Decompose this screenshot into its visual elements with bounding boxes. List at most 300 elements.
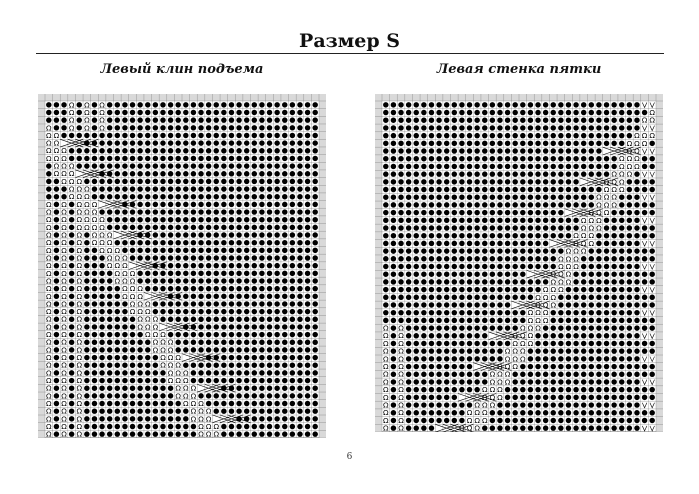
purl-dot: [69, 255, 74, 260]
purl-dot: [122, 156, 127, 161]
purl-dot: [107, 163, 112, 168]
omega-stitch: Ω: [84, 184, 90, 194]
purl-dot: [383, 187, 388, 192]
purl-dot: [297, 186, 302, 191]
purl-dot: [391, 418, 396, 423]
purl-dot: [520, 295, 525, 300]
purl-dot: [145, 278, 150, 283]
purl-dot: [406, 110, 411, 115]
purl-dot: [282, 278, 287, 283]
purl-dot: [490, 202, 495, 207]
purl-dot: [391, 187, 396, 192]
purl-dot: [122, 378, 127, 383]
purl-dot: [551, 164, 556, 169]
omega-stitch: Ω: [558, 277, 564, 287]
purl-dot: [244, 202, 249, 207]
purl-dot: [130, 102, 135, 107]
purl-dot: [137, 248, 142, 253]
purl-dot: [383, 148, 388, 153]
purl-dot: [229, 271, 234, 276]
purl-dot: [551, 202, 556, 207]
purl-dot: [236, 271, 241, 276]
purl-dot: [206, 324, 211, 329]
purl-dot: [627, 241, 632, 246]
purl-dot: [183, 286, 188, 291]
purl-dot: [214, 255, 219, 260]
purl-dot: [467, 179, 472, 184]
purl-dot: [474, 141, 479, 146]
purl-dot: [282, 370, 287, 375]
omega-stitch: Ω: [183, 376, 189, 386]
purl-dot: [290, 117, 295, 122]
purl-dot: [153, 271, 158, 276]
purl-dot: [297, 278, 302, 283]
purl-dot: [566, 364, 571, 369]
omega-stitch: Ω: [46, 414, 52, 424]
purl-dot: [274, 362, 279, 367]
purl-dot: [130, 370, 135, 375]
omega-stitch: Ω: [183, 391, 189, 401]
purl-dot: [512, 225, 517, 230]
omega-stitch: Ω: [580, 231, 587, 241]
purl-dot: [391, 364, 396, 369]
purl-dot: [282, 393, 287, 398]
purl-dot: [642, 179, 647, 184]
purl-dot: [611, 279, 616, 284]
omega-stitch: Ω: [167, 376, 174, 386]
purl-dot: [259, 248, 264, 253]
purl-dot: [290, 271, 295, 276]
purl-dot: [452, 256, 457, 261]
omega-stitch: Ω: [175, 360, 181, 370]
purl-dot: [619, 395, 624, 400]
purl-dot: [421, 171, 426, 176]
purl-dot: [551, 333, 556, 338]
omega-stitch: Ω: [481, 415, 488, 425]
purl-dot: [115, 163, 120, 168]
purl-dot: [436, 295, 441, 300]
purl-dot: [107, 347, 112, 352]
purl-dot: [175, 294, 180, 299]
purl-dot: [54, 271, 59, 276]
purl-dot: [573, 225, 578, 230]
purl-dot: [566, 218, 571, 223]
purl-dot: [436, 395, 441, 400]
purl-dot: [84, 301, 89, 306]
omega-stitch: Ω: [76, 215, 83, 225]
omega-stitch: Ω: [573, 261, 579, 271]
purl-dot: [206, 209, 211, 214]
purl-dot: [634, 110, 639, 115]
purl-dot: [267, 255, 272, 260]
omega-stitch: Ω: [61, 322, 67, 332]
purl-dot: [115, 102, 120, 107]
purl-dot: [459, 264, 464, 269]
purl-dot: [92, 194, 97, 199]
purl-dot: [84, 370, 89, 375]
omega-stitch: Ω: [53, 146, 60, 156]
purl-dot: [122, 194, 127, 199]
purl-dot: [107, 301, 112, 306]
purl-dot: [84, 255, 89, 260]
purl-dot: [84, 278, 89, 283]
omega-stitch: Ω: [46, 360, 52, 370]
omega-stitch: Ω: [76, 176, 83, 186]
purl-dot: [206, 255, 211, 260]
omega-stitch: Ω: [626, 169, 633, 179]
purl-dot: [528, 233, 533, 238]
purl-dot: [467, 156, 472, 161]
purl-dot: [383, 133, 388, 138]
purl-dot: [505, 187, 510, 192]
purl-dot: [107, 355, 112, 360]
purl-dot: [305, 340, 310, 345]
purl-dot: [436, 148, 441, 153]
purl-dot: [444, 218, 449, 223]
purl-dot: [589, 325, 594, 330]
purl-dot: [305, 393, 310, 398]
omega-stitch: Ω: [46, 284, 52, 294]
purl-dot: [282, 424, 287, 429]
purl-dot: [160, 102, 165, 107]
purl-dot: [236, 225, 241, 230]
purl-dot: [214, 225, 219, 230]
purl-dot: [236, 240, 241, 245]
omega-stitch: Ω: [76, 230, 83, 240]
omega-stitch: Ω: [91, 207, 98, 217]
knitting-chart-left: [38, 94, 326, 438]
purl-dot: [99, 416, 104, 421]
omega-stitch: Ω: [61, 284, 67, 294]
purl-dot: [206, 317, 211, 322]
purl-dot: [244, 133, 249, 138]
purl-dot: [183, 148, 188, 153]
omega-stitch: Ω: [618, 177, 625, 187]
purl-dot: [512, 171, 517, 176]
purl-dot: [535, 402, 540, 407]
purl-dot: [520, 218, 525, 223]
purl-dot: [236, 186, 241, 191]
purl-dot: [505, 118, 510, 123]
purl-dot: [160, 416, 165, 421]
purl-dot: [236, 416, 241, 421]
purl-dot: [137, 393, 142, 398]
purl-dot: [490, 148, 495, 153]
purl-dot: [168, 255, 173, 260]
purl-dot: [459, 102, 464, 107]
purl-dot: [137, 431, 142, 436]
purl-dot: [252, 125, 257, 130]
purl-dot: [398, 225, 403, 230]
purl-dot: [153, 194, 158, 199]
purl-dot: [535, 333, 540, 338]
omega-stitch: Ω: [61, 238, 67, 248]
purl-dot: [505, 256, 510, 261]
purl-dot: [596, 395, 601, 400]
purl-dot: [604, 318, 609, 323]
purl-dot: [391, 125, 396, 130]
purl-dot: [214, 117, 219, 122]
purl-dot: [183, 324, 188, 329]
omega-stitch: Ω: [573, 254, 579, 264]
purl-dot: [290, 217, 295, 222]
purl-dot: [528, 295, 533, 300]
purl-dot: [406, 372, 411, 377]
purl-dot: [305, 202, 310, 207]
purl-dot: [130, 416, 135, 421]
purl-dot: [406, 233, 411, 238]
purl-dot: [611, 156, 616, 161]
purl-dot: [589, 202, 594, 207]
purl-dot: [573, 318, 578, 323]
purl-dot: [259, 148, 264, 153]
omega-stitch: Ω: [535, 315, 541, 325]
omega-stitch: Ω: [99, 123, 105, 133]
purl-dot: [297, 255, 302, 260]
purl-dot: [54, 209, 59, 214]
purl-dot: [535, 287, 540, 292]
purl-dot: [642, 295, 647, 300]
purl-dot: [611, 318, 616, 323]
purl-dot: [619, 425, 624, 430]
purl-dot: [145, 271, 150, 276]
purl-dot: [145, 255, 150, 260]
purl-dot: [520, 210, 525, 215]
purl-dot: [619, 210, 624, 215]
purl-dot: [183, 102, 188, 107]
purl-dot: [497, 118, 502, 123]
purl-dot: [436, 233, 441, 238]
purl-dot: [122, 385, 127, 390]
purl-dot: [312, 286, 317, 291]
purl-dot: [414, 402, 419, 407]
omega-stitch: Ω: [152, 322, 159, 332]
purl-dot: [214, 393, 219, 398]
purl-dot: [528, 225, 533, 230]
omega-stitch: Ω: [76, 184, 83, 194]
purl-dot: [573, 194, 578, 199]
omega-stitch: Ω: [611, 192, 617, 202]
purl-dot: [512, 264, 517, 269]
purl-dot: [122, 240, 127, 245]
purl-dot: [122, 324, 127, 329]
purl-dot: [137, 186, 142, 191]
omega-stitch: Ω: [68, 123, 75, 133]
purl-dot: [459, 341, 464, 346]
purl-dot: [236, 324, 241, 329]
purl-dot: [406, 248, 411, 253]
purl-dot: [391, 264, 396, 269]
purl-dot: [92, 133, 97, 138]
purl-dot: [160, 232, 165, 237]
purl-dot: [459, 233, 464, 238]
purl-dot: [436, 341, 441, 346]
omega-stitch: Ω: [84, 107, 90, 117]
purl-dot: [482, 148, 487, 153]
purl-dot: [221, 232, 226, 237]
purl-dot: [99, 163, 104, 168]
purl-dot: [206, 110, 211, 115]
purl-dot: [191, 240, 196, 245]
purl-dot: [69, 301, 74, 306]
purl-dot: [198, 140, 203, 145]
purl-dot: [520, 187, 525, 192]
purl-dot: [267, 194, 272, 199]
purl-dot: [183, 232, 188, 237]
purl-dot: [528, 218, 533, 223]
omega-stitch: Ω: [520, 338, 526, 348]
purl-dot: [99, 393, 104, 398]
purl-dot: [421, 225, 426, 230]
purl-dot: [383, 164, 388, 169]
omega-stitch: Ω: [504, 377, 511, 387]
purl-dot: [297, 286, 302, 291]
purl-dot: [312, 163, 317, 168]
purl-dot: [429, 218, 434, 223]
purl-dot: [414, 141, 419, 146]
purl-dot: [54, 294, 59, 299]
purl-dot: [414, 248, 419, 253]
purl-dot: [436, 279, 441, 284]
purl-dot: [244, 340, 249, 345]
purl-dot: [573, 202, 578, 207]
purl-dot: [421, 248, 426, 253]
omega-stitch: Ω: [122, 284, 128, 294]
purl-dot: [206, 179, 211, 184]
purl-dot: [421, 364, 426, 369]
purl-dot: [421, 102, 426, 107]
omega-stitch: Ω: [114, 253, 121, 263]
purl-dot: [573, 302, 578, 307]
purl-dot: [452, 225, 457, 230]
purl-dot: [274, 125, 279, 130]
purl-dot: [236, 332, 241, 337]
omega-stitch: Ω: [99, 230, 105, 240]
purl-dot: [649, 225, 654, 230]
purl-dot: [581, 379, 586, 384]
purl-dot: [267, 416, 272, 421]
purl-dot: [558, 118, 563, 123]
purl-dot: [551, 148, 556, 153]
purl-dot: [54, 225, 59, 230]
purl-dot: [566, 356, 571, 361]
purl-dot: [611, 287, 616, 292]
purl-dot: [229, 301, 234, 306]
purl-dot: [198, 271, 203, 276]
purl-dot: [627, 402, 632, 407]
purl-dot: [252, 171, 257, 176]
purl-dot: [183, 424, 188, 429]
purl-dot: [482, 233, 487, 238]
purl-dot: [497, 133, 502, 138]
page-title: Размер S: [299, 30, 400, 52]
omega-stitch: Ω: [383, 377, 389, 387]
omega-stitch: Ω: [383, 423, 389, 432]
purl-dot: [259, 240, 264, 245]
omega-stitch: Ω: [68, 161, 75, 171]
purl-dot: [383, 141, 388, 146]
purl-dot: [312, 317, 317, 322]
purl-dot: [482, 425, 487, 430]
purl-dot: [581, 295, 586, 300]
omega-stitch: Ω: [626, 138, 633, 148]
purl-dot: [290, 378, 295, 383]
purl-dot: [634, 102, 639, 107]
purl-dot: [175, 340, 180, 345]
purl-dot: [497, 141, 502, 146]
purl-dot: [414, 164, 419, 169]
purl-dot: [282, 362, 287, 367]
purl-dot: [206, 240, 211, 245]
purl-dot: [259, 347, 264, 352]
purl-dot: [474, 187, 479, 192]
purl-dot: [107, 125, 112, 130]
purl-dot: [229, 294, 234, 299]
purl-dot: [297, 309, 302, 314]
purl-dot: [467, 356, 472, 361]
omega-stitch: Ω: [46, 429, 52, 438]
purl-dot: [236, 317, 241, 322]
purl-dot: [414, 218, 419, 223]
purl-dot: [474, 279, 479, 284]
purl-dot: [297, 110, 302, 115]
purl-dot: [267, 317, 272, 322]
purl-dot: [474, 341, 479, 346]
purl-dot: [198, 278, 203, 283]
purl-dot: [244, 186, 249, 191]
purl-dot: [236, 385, 241, 390]
purl-dot: [573, 125, 578, 130]
purl-dot: [198, 347, 203, 352]
purl-dot: [214, 301, 219, 306]
purl-dot: [183, 347, 188, 352]
purl-dot: [528, 425, 533, 430]
purl-dot: [191, 186, 196, 191]
purl-dot: [290, 140, 295, 145]
purl-dot: [581, 271, 586, 276]
omega-stitch: Ω: [46, 376, 52, 386]
purl-dot: [290, 163, 295, 168]
purl-dot: [99, 255, 104, 260]
omega-stitch: Ω: [626, 161, 633, 171]
purl-dot: [191, 278, 196, 283]
purl-dot: [312, 324, 317, 329]
purl-dot: [274, 263, 279, 268]
purl-dot: [305, 278, 310, 283]
purl-dot: [244, 248, 249, 253]
purl-dot: [444, 287, 449, 292]
purl-dot: [206, 102, 211, 107]
purl-dot: [183, 194, 188, 199]
omega-stitch: Ω: [398, 362, 404, 372]
purl-dot: [137, 156, 142, 161]
purl-dot: [252, 401, 257, 406]
purl-dot: [497, 318, 502, 323]
purl-dot: [566, 202, 571, 207]
purl-dot: [77, 163, 82, 168]
purl-dot: [69, 408, 74, 413]
purl-dot: [297, 171, 302, 176]
purl-dot: [414, 102, 419, 107]
purl-dot: [467, 264, 472, 269]
purl-dot: [69, 202, 74, 207]
purl-dot: [99, 401, 104, 406]
purl-dot: [619, 387, 624, 392]
purl-dot: [168, 424, 173, 429]
purl-dot: [535, 156, 540, 161]
omega-stitch: Ω: [76, 253, 83, 263]
purl-dot: [391, 425, 396, 430]
